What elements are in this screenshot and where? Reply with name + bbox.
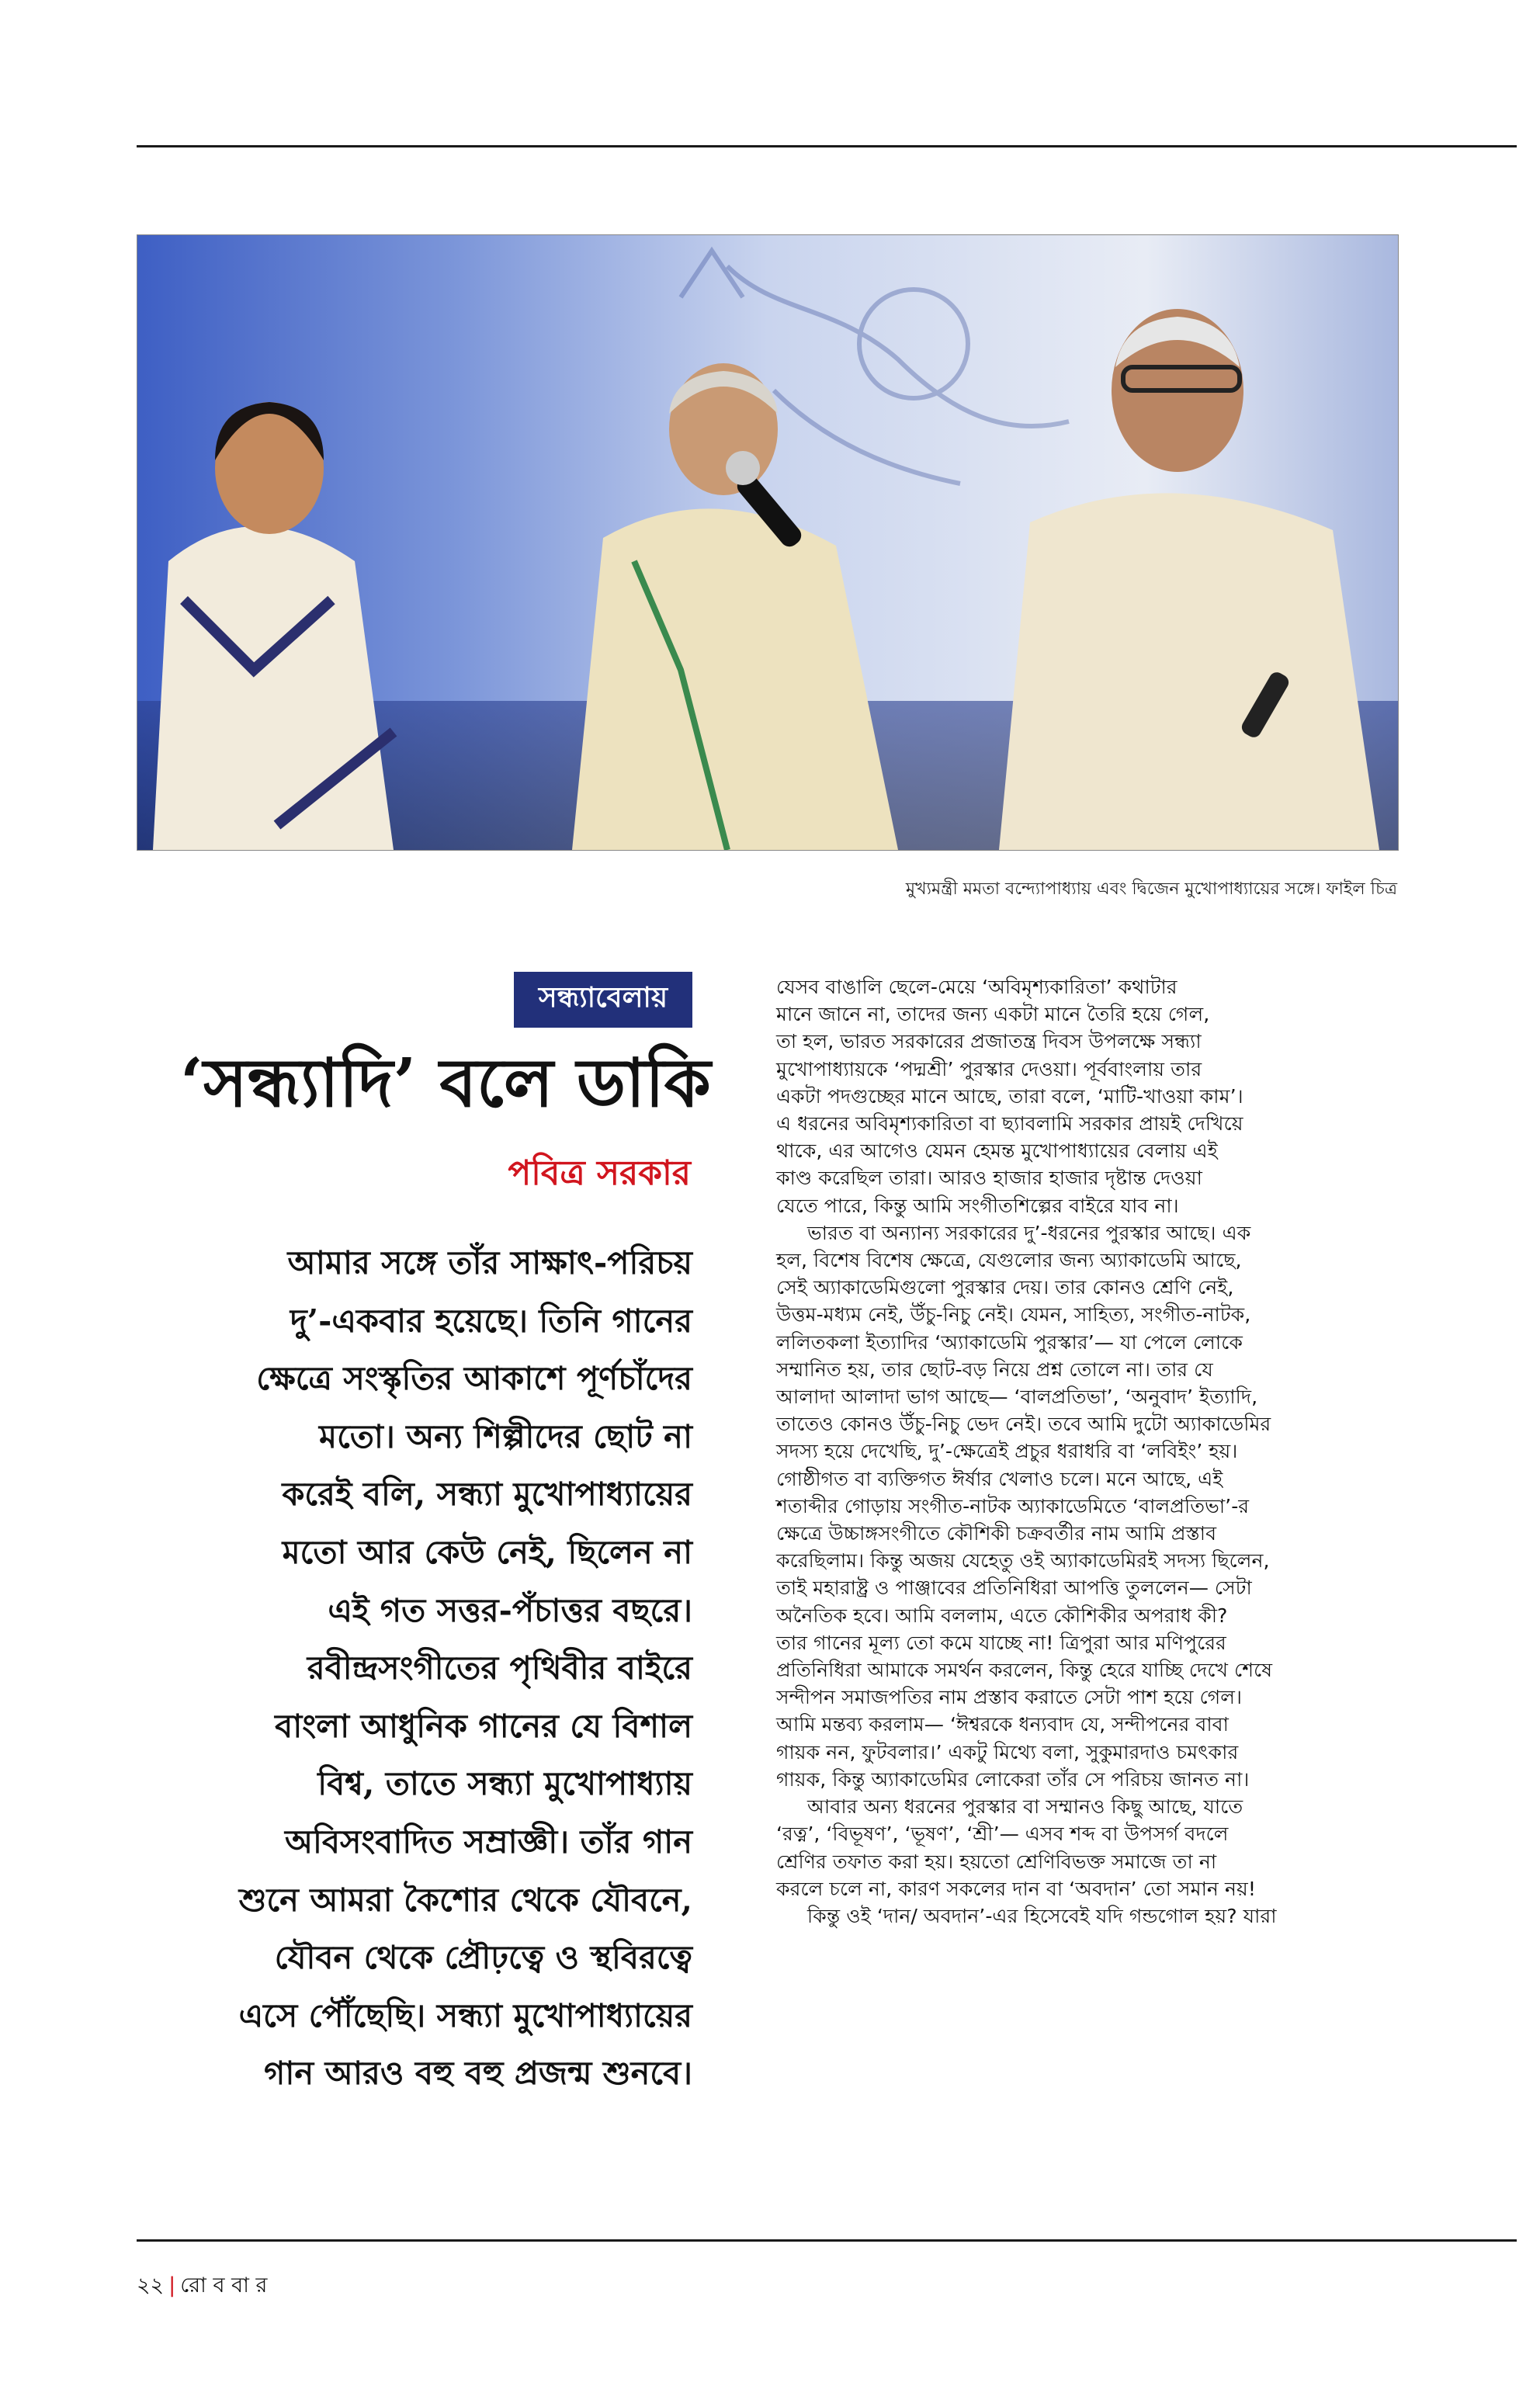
body-line: থাকে, এর আগেও যেমন হেমন্ত মুখোপাধ্যায়ের বেলায় এই <box>776 1139 1218 1163</box>
body-line: তাতেও কোনও উঁচু-নিচু ভেদ নেই। তবে আমি দুটো অ্যাকাডেমির <box>776 1413 1271 1436</box>
body-line: করলে চলে না, কারণ সকলের দান বা ‘অবদান’ তো সমান নয়! <box>776 1877 1256 1900</box>
intro-line: বিশ্ব, তাতে সন্ধ্যা মুখোপাধ্যায় <box>317 1764 692 1803</box>
article-body <box>776 973 1389 1930</box>
body-line: ‘রত্ন’, ‘বিভূষণ’, ‘ভূষণ’, ‘শ্রী’— এসব শব্দ বা উপসর্গ বদলে <box>776 1822 1229 1846</box>
body-line: করেছিলাম। কিন্তু অজয় যেহেতু ওই অ্যাকাডেমিরই সদস্য ছিলেন, <box>776 1549 1270 1573</box>
intro-line: এই গত সত্তর-পঁচাত্তর বছরে। <box>328 1590 692 1629</box>
body-line: সেই অ্যাকাডেমিগুলো পুরস্কার দেয়। তার কোনও শ্রেণি নেই, <box>776 1276 1234 1299</box>
footer-separator: | <box>168 2273 176 2298</box>
intro-line: যৌবন থেকে প্রৌঢ়ত্বে ও স্থবিরত্বে <box>274 1938 692 1977</box>
body-line: শ্রেণির তফাত করা হয়। হয়তো শ্রেণিবিভক্ত সমাজে তা না <box>776 1850 1217 1873</box>
body-line: অনৈতিক হবে। আমি বললাম, এতে কৌশিকীর অপরাধ কী? <box>776 1604 1228 1627</box>
article-headline: ‘সন্ধ্যাদি’ বলে ডাকি <box>180 1044 711 1122</box>
body-line: গায়ক নন, ফুটবলার।’ একটু মিথ্যে বলা, সুকুমারদাও চমৎকার <box>776 1740 1239 1764</box>
body-line: এ ধরনের অবিমৃশ্যকারিতা বা ছ্যাবলামি সরকার প্রায়ই দেখিয়ে <box>776 1112 1243 1136</box>
intro-line: ক্ষেত্রে সংস্কৃতির আকাশে পূর্ণচাঁদের <box>256 1359 692 1398</box>
body-line: মুখোপাধ্যায়কে ‘পদ্মশ্রী’ পুরস্কার দেওয়া। পূর্ববাংলায় তার <box>776 1057 1202 1080</box>
body-line: সন্দীপন সমাজপতির নাম প্রস্তাব করাতে সেটা পাশ হয়ে গেল। <box>776 1686 1242 1709</box>
body-line: প্রতিনিধিরা আমাকে সমর্থন করলেন, কিন্তু হেরে যাচ্ছি দেখে শেষে <box>776 1659 1273 1682</box>
body-line: ভারত বা অন্যান্য সরকারের দু’-ধরনের পুরস্কার আছে। এক <box>807 1221 1251 1244</box>
body-line: আলাদা আলাদা ভাগ আছে— ‘বালপ্রতিভা’, ‘অনুবাদ’ ইত্যাদি, <box>776 1386 1258 1409</box>
body-line: যেসব বাঙালি ছেলে-মেয়ে ‘অবিমৃশ্যকারিতা’ কথাটার <box>776 976 1178 998</box>
section-kicker: সন্ধ্যাবেলায় <box>514 972 692 1028</box>
intro-line: আমার সঙ্গে তাঁর সাক্ষাৎ-পরিচয় <box>287 1243 692 1281</box>
intro-line: শুনে আমরা কৈশোর থেকে যৌবনে, <box>238 1880 692 1919</box>
body-line: আমি মন্তব্য করলাম— ‘ঈশ্বরকে ধন্যবাদ যে, সন্দীপনের বাবা <box>776 1713 1229 1736</box>
body-line: কাণ্ড করেছিল তারা। আরও হাজার হাজার দৃষ্টান্ত দেওয়া <box>776 1167 1202 1190</box>
intro-line: দু’-একবার হয়েছে। তিনি গানের <box>290 1301 692 1340</box>
body-line: তার গানের মূল্য তো কমে যাচ্ছে না! ত্রিপুরা আর মণিপুরের <box>776 1631 1226 1654</box>
bottom-rule <box>137 2239 1517 2242</box>
intro-line: মতো। অন্য শিল্পীদের ছোট না <box>319 1417 692 1455</box>
body-line: আবার অন্য ধরনের পুরস্কার বা সম্মানও কিছু আছে, যাতে <box>807 1795 1243 1819</box>
body-line: গোষ্ঠীগত বা ব্যক্তিগত ঈর্ষার খেলাও চলে। মনে আছে, এই <box>776 1467 1223 1490</box>
body-line: তাই মহারাষ্ট্র ও পাঞ্জাবের প্রতিনিধিরা আপত্তি তুললেন— সেটা <box>776 1576 1252 1600</box>
intro-line: এসে পৌঁছেছি। সন্ধ্যা মুখোপাধ্যায়ের <box>238 1996 692 2034</box>
page-footer <box>137 2270 267 2305</box>
body-line: গায়ক, কিন্তু অ্যাকাডেমির লোকেরা তাঁর সে পরিচয় জানত না। <box>776 1767 1250 1791</box>
intro-line: মতো আর কেউ নেই, ছিলেন না <box>282 1532 692 1571</box>
body-line: কিন্তু ওই ‘দান/ অবদান’-এর হিসেবেই যদি গন্ডগোল হয়? যারা <box>807 1904 1277 1927</box>
article-intro <box>154 1234 692 2103</box>
intro-line: করেই বলি, সন্ধ্যা মুখোপাধ্যায়ের <box>282 1475 692 1514</box>
intro-line: অবিসংবাদিত সম্রাজ্ঞী। তাঁর গান <box>285 1822 692 1861</box>
photo-caption: মুখ্যমন্ত্রী মমতা বন্দ্যোপাধ্যায় এবং দ্বিজেন মুখোপাধ্যায়ের সঙ্গে। ফাইল চিত্র <box>905 879 1397 899</box>
body-line: একটা পদগুচ্ছের মানে আছে, তারা বলে, ‘মাটি-খাওয়া কাম’। <box>776 1084 1243 1108</box>
body-line: উত্তম-মধ্যম নেই, উঁচু-নিচু নেই। যেমন, সাহিত্য, সংগীত-নাটক, <box>776 1303 1251 1327</box>
body-line: ক্ষেত্রে উচ্চাঙ্গসংগীতে কৌশিকী চক্রবর্তীর নাম আমি প্রস্তাব <box>776 1522 1217 1545</box>
body-line: ললিতকলা ইত্যাদির ‘অ্যাকাডেমি পুরস্কার’— যা পেলে লোকে <box>776 1330 1243 1354</box>
body-line: সম্মানিত হয়, তার ছোট-বড় নিয়ে প্রশ্ন তোলে না। তার যে <box>776 1358 1213 1381</box>
body-line: শতাব্দীর গোড়ায় সংগীত-নাটক অ্যাকাডেমিতে ‘বালপ্রতিভা’-র <box>776 1494 1250 1517</box>
page-number: ২২ <box>137 2273 165 2298</box>
body-line: তা হল, ভারত সরকারের প্রজাতন্ত্র দিবস উপলক্ষে সন্ধ্যা <box>776 1030 1202 1053</box>
intro-line: রবীন্দ্রসংগীতের পৃথিবীর বাইরে <box>307 1649 692 1687</box>
photo-illustration <box>137 235 1398 850</box>
intro-line: বাংলা আধুনিক গানের যে বিশাল <box>275 1706 692 1745</box>
article-byline: পবিত্র সরকার <box>508 1153 691 1193</box>
body-line: হল, বিশেষ বিশেষ ক্ষেত্রে, যেগুলোর জন্য অ্যাকাডেমি আছে, <box>776 1249 1242 1272</box>
intro-line: গান আরও বহু বহু প্রজন্ম শুনবে। <box>264 2054 692 2093</box>
magazine-name: রো ব বা র <box>180 2273 268 2298</box>
body-line: যেতে পারে, কিন্তু আমি সংগীতশিল্পের বাইরে যাব না। <box>776 1194 1179 1217</box>
article-photo <box>137 234 1399 851</box>
body-line: মানে জানে না, তাদের জন্য একটা মানে তৈরি হয়ে গেল, <box>776 1003 1210 1026</box>
top-rule <box>137 145 1517 147</box>
body-line: সদস্য হয়ে দেখেছি, দু’-ক্ষেত্রেই প্রচুর ধরাধরি বা ‘লবিইং’ হয়। <box>776 1440 1238 1463</box>
